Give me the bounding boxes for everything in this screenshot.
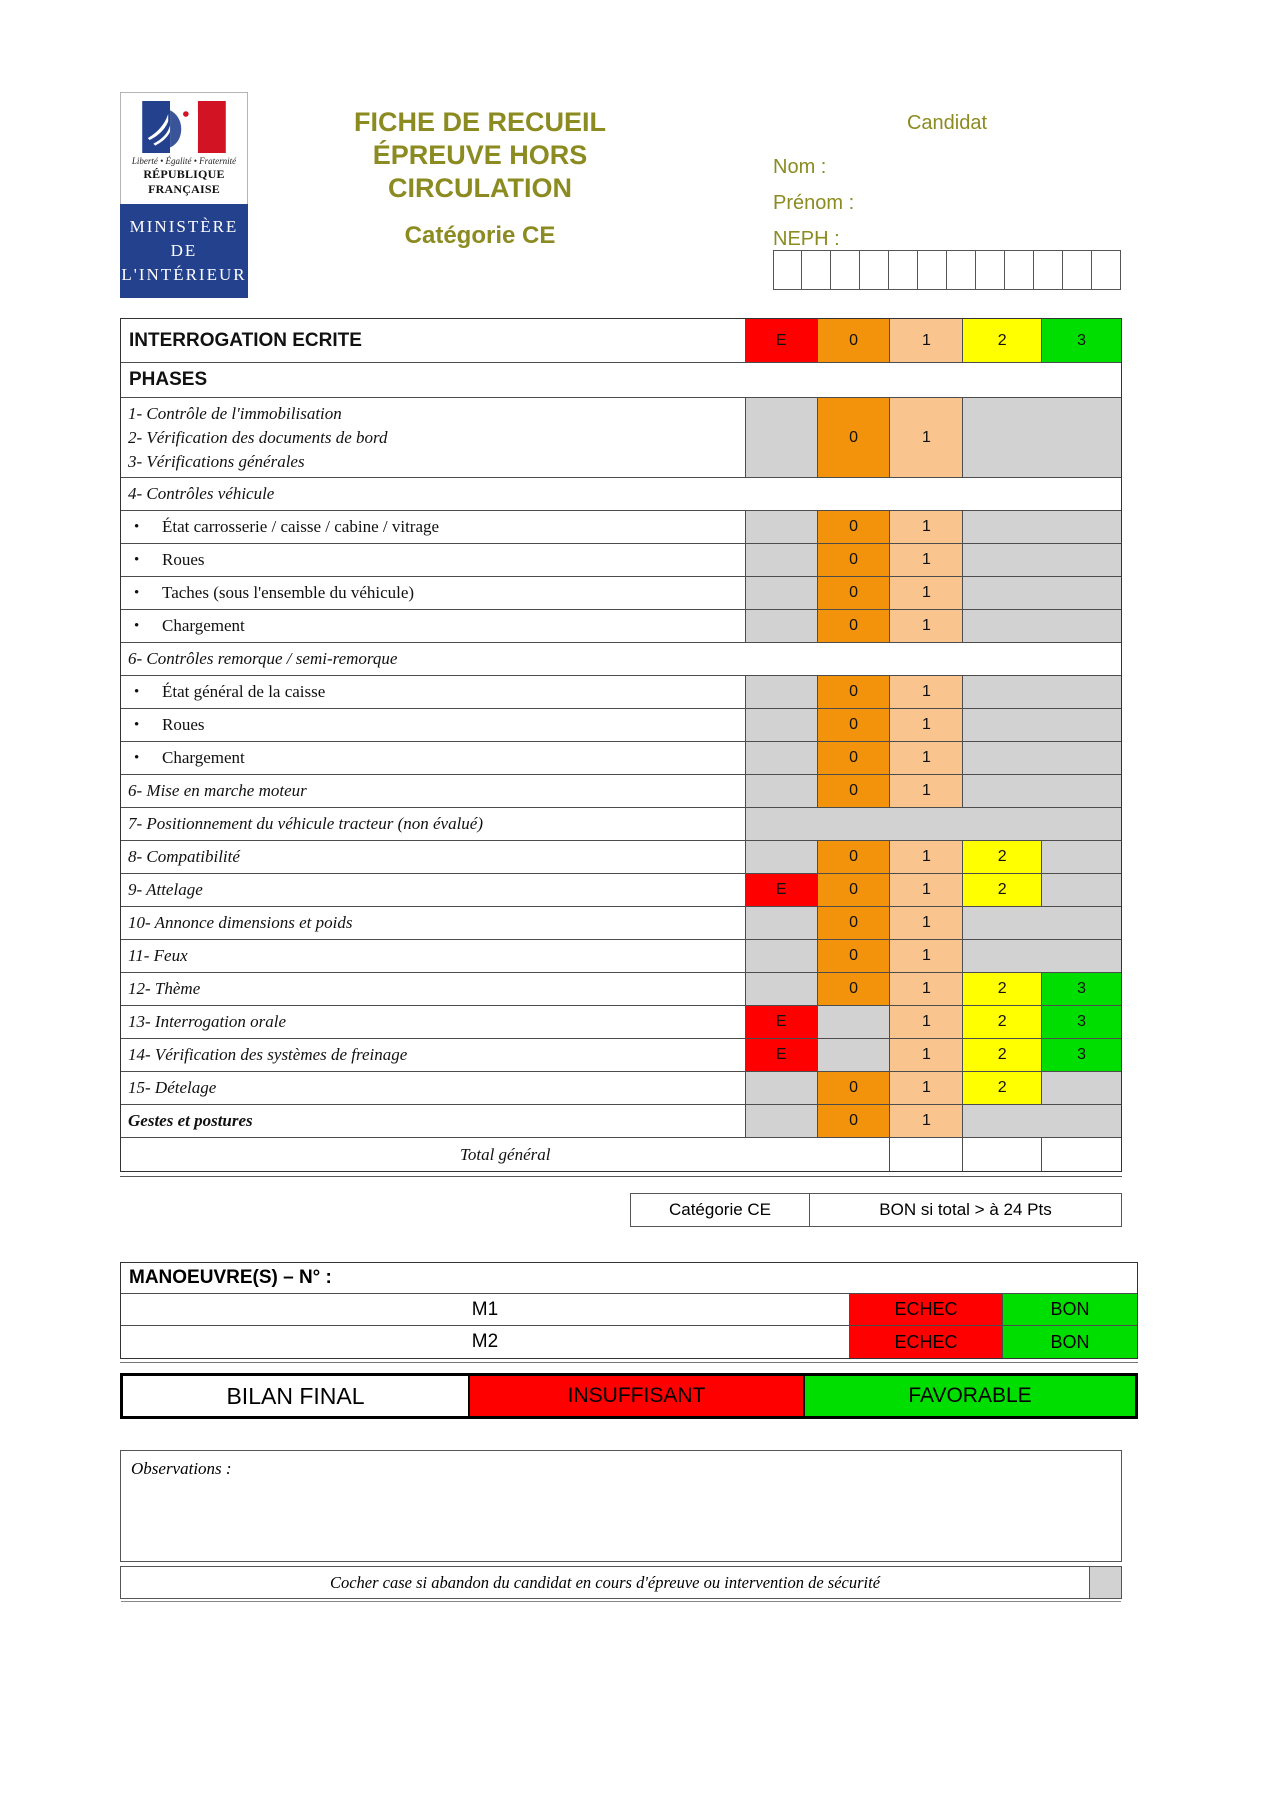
phase-row	[121, 874, 1121, 907]
score-cell	[745, 775, 817, 807]
neph-cell[interactable]	[1063, 250, 1092, 290]
score-cell[interactable]: 0	[817, 775, 890, 807]
manoeuvre-m1-label: M1	[471, 1298, 499, 1320]
score-scale-cell[interactable]: 0	[817, 319, 890, 362]
phase-row	[121, 577, 1121, 610]
row-label: 14- Vérification des systèmes de freinage	[128, 1045, 408, 1064]
score-cell[interactable]: 1	[889, 1105, 962, 1137]
title-line: FICHE DE RECUEIL	[353, 107, 607, 137]
score-scale-cell[interactable]: 1	[889, 319, 962, 362]
abandon-note: Cocher case si abandon du candidat en cours d'épreuve ou intervention de sécurité	[329, 1572, 881, 1592]
score-cell[interactable]: E	[745, 874, 817, 906]
score-cell[interactable]: 1	[889, 742, 962, 774]
score-scale-cell[interactable]: 2	[962, 319, 1041, 362]
bullet-icon: •	[134, 584, 140, 601]
ministry-line: MINISTÈRE	[129, 217, 239, 236]
score-cell[interactable]: 1	[889, 511, 962, 543]
motto-text: Liberté • Égalité • Fraternité	[131, 156, 237, 166]
ministry-line: L'INTÉRIEUR	[121, 265, 247, 284]
score-cell[interactable]: E	[745, 1006, 817, 1038]
form-title	[290, 106, 670, 250]
manoeuvres-header: MANOEUVRE(S) – N° :	[121, 1263, 1137, 1294]
score-cell[interactable]: 1	[889, 1072, 962, 1104]
score-cell[interactable]: 0	[817, 940, 890, 972]
score-cell[interactable]: 0	[817, 1072, 890, 1104]
phase-row	[121, 808, 1121, 841]
row-label: 10- Annonce dimensions et poids	[128, 913, 353, 932]
score-cell[interactable]: 1	[889, 973, 962, 1005]
row-label-text: État carrosserie / caisse / cabine / vitrage	[162, 517, 440, 536]
manoeuvre-m1-echec-cell[interactable]: ECHEC	[849, 1294, 1002, 1325]
score-cell[interactable]: 1	[889, 1006, 962, 1038]
observations-label: Observations :	[131, 1459, 232, 1478]
score-cell	[745, 544, 817, 576]
phase-row	[121, 907, 1121, 940]
score-cell[interactable]: 1	[889, 610, 962, 642]
score-cell[interactable]: 2	[962, 841, 1041, 873]
score-cell[interactable]: 2	[962, 1039, 1041, 1071]
name-label: Nom :	[773, 156, 827, 178]
category-threshold-box	[630, 1193, 1122, 1227]
row-label: 8- Compatibilité	[128, 847, 240, 866]
phase-row	[121, 1039, 1121, 1072]
score-cell[interactable]: 1	[889, 676, 962, 708]
title-line: ÉPREUVE HORS	[372, 140, 588, 170]
manoeuvre-m2-label: M2	[471, 1331, 499, 1352]
score-cell	[745, 676, 817, 708]
neph-cell[interactable]	[1034, 250, 1063, 290]
score-cell	[817, 1039, 890, 1071]
row-label	[121, 676, 745, 708]
neph-input-row	[773, 250, 1121, 290]
row-label: 9- Attelage	[128, 880, 203, 899]
score-cell[interactable]: 3	[1041, 1039, 1121, 1071]
score-cell	[745, 940, 817, 972]
bullet-icon: •	[134, 683, 140, 700]
row-label: 11- Feux	[128, 946, 188, 965]
row-label-text: Roues	[162, 715, 205, 734]
neph-cell[interactable]	[773, 250, 802, 290]
interrogation-ecrite-row	[121, 319, 1121, 363]
ministry-line: DE	[170, 241, 198, 260]
score-cell	[745, 577, 817, 609]
bullet-icon: •	[134, 518, 140, 535]
phase-row	[121, 709, 1121, 742]
row-label: 6- Mise en marche moteur	[128, 781, 307, 800]
score-cell	[745, 907, 817, 939]
title-line: CIRCULATION	[388, 173, 572, 203]
score-cell	[962, 676, 1121, 708]
row-label: 15- Dételage	[128, 1078, 217, 1097]
manoeuvre-m2-bon-cell[interactable]: BON	[1002, 1326, 1137, 1358]
total-general-label: Total général	[459, 1144, 551, 1164]
score-cell[interactable]: 0	[817, 874, 890, 906]
total-row	[121, 1138, 1121, 1171]
phase-row	[121, 1072, 1121, 1105]
score-table	[120, 318, 1122, 1172]
phase-row	[121, 398, 1121, 478]
row-label-text: Roues	[162, 550, 205, 569]
row-label	[121, 709, 745, 741]
interrogation-ecrite-label: INTERROGATION ECRITE	[129, 329, 362, 351]
phase-line: 2- Vérification des documents de bord	[128, 427, 388, 447]
score-cell[interactable]: 1	[889, 907, 962, 939]
phase-row	[121, 1105, 1121, 1138]
score-cell	[745, 1105, 817, 1137]
score-cell	[962, 511, 1121, 543]
row-label: 7- Positionnement du véhicule tracteur (non évalué)	[128, 814, 483, 833]
firstname-label: Prénom :	[773, 192, 855, 214]
score-cell[interactable]: 0	[817, 1105, 890, 1137]
phases-label: PHASES	[129, 369, 208, 390]
total-input-cell[interactable]	[889, 1138, 962, 1171]
neph-cell[interactable]	[831, 250, 860, 290]
score-cell	[745, 973, 817, 1005]
score-cell[interactable]: 0	[817, 610, 890, 642]
score-cell[interactable]: 0	[817, 742, 890, 774]
section-row	[121, 478, 1121, 511]
phase-row	[121, 511, 1121, 544]
score-cell	[745, 511, 817, 543]
row-label: Gestes et postures	[128, 1111, 253, 1130]
score-cell[interactable]: 2	[962, 1072, 1041, 1104]
score-cell[interactable]: 1	[889, 1039, 962, 1071]
score-cell[interactable]: 0	[817, 709, 890, 741]
phase-row	[121, 610, 1121, 643]
table-row	[121, 1294, 1137, 1326]
score-cell[interactable]: 0	[817, 398, 890, 477]
score-cell	[962, 742, 1121, 774]
score-cell[interactable]: 1	[889, 874, 962, 906]
score-cell[interactable]: 1	[889, 577, 962, 609]
phases-header-row	[121, 363, 1121, 398]
score-cell[interactable]: 0	[817, 511, 890, 543]
bilan-final-label: BILAN FINAL	[226, 1382, 365, 1409]
score-cell	[745, 742, 817, 774]
score-cell	[745, 398, 817, 477]
score-cell	[817, 1006, 890, 1038]
score-cell[interactable]: 1	[889, 544, 962, 576]
row-label: 12- Thème	[128, 979, 201, 998]
score-cell[interactable]: 2	[962, 973, 1041, 1005]
score-cell[interactable]: 2	[962, 874, 1041, 906]
score-cell[interactable]: 0	[817, 907, 890, 939]
republique-text: RÉPUBLIQUE FRANÇAISE	[143, 167, 225, 196]
score-cell[interactable]: 2	[962, 1006, 1041, 1038]
neph-cell[interactable]	[947, 250, 976, 290]
total-input-cell[interactable]	[962, 1138, 1041, 1171]
manoeuvre-m1-bon-cell[interactable]: BON	[1002, 1294, 1137, 1325]
neph-cell[interactable]	[1092, 250, 1121, 290]
score-cell	[962, 398, 1121, 477]
score-cell[interactable]: 3	[1041, 1006, 1121, 1038]
neph-cell[interactable]	[802, 250, 831, 290]
section-label: 6- Contrôles remorque / semi-remorque	[128, 649, 398, 668]
score-cell	[745, 709, 817, 741]
insuffisant-cell[interactable]: INSUFFISANT	[468, 1376, 803, 1416]
score-cell[interactable]: 0	[817, 676, 890, 708]
score-cell[interactable]: 1	[889, 398, 962, 477]
score-cell	[962, 907, 1121, 939]
category-cell: Catégorie CE	[631, 1194, 810, 1226]
score-scale-cell[interactable]: E	[745, 319, 817, 362]
score-cell[interactable]: 1	[889, 940, 962, 972]
bullet-icon: •	[134, 749, 140, 766]
french-flag-marianne-icon	[142, 101, 226, 153]
neph-cell[interactable]	[1005, 250, 1034, 290]
ministry-name	[120, 204, 248, 298]
score-cell	[962, 940, 1121, 972]
score-cell[interactable]: 1	[889, 841, 962, 873]
score-cell	[745, 610, 817, 642]
row-label	[121, 398, 745, 477]
row-label	[121, 742, 745, 774]
row-label	[121, 511, 745, 543]
score-cell[interactable]: 0	[817, 841, 890, 873]
score-cell	[962, 577, 1121, 609]
favorable-cell[interactable]: FAVORABLE	[803, 1376, 1135, 1416]
score-cell	[745, 808, 1121, 840]
phase-line: 3- Vérifications générales	[128, 451, 305, 471]
score-scale-cell[interactable]: 3	[1041, 319, 1121, 362]
score-cell	[1041, 874, 1121, 906]
section-label: 4- Contrôles véhicule	[128, 484, 275, 503]
neph-cell[interactable]	[918, 250, 947, 290]
phase-row	[121, 940, 1121, 973]
observations-box[interactable]	[120, 1450, 1122, 1562]
row-label-text: État général de la caisse	[162, 682, 326, 701]
neph-cell[interactable]	[860, 250, 889, 290]
neph-cell[interactable]	[889, 250, 918, 290]
phase-row	[121, 1006, 1121, 1039]
candidate-heading: Candidat	[906, 112, 988, 134]
score-cell	[962, 544, 1121, 576]
phase-row	[121, 676, 1121, 709]
phase-row	[121, 973, 1121, 1006]
abandon-checkbox[interactable]	[1089, 1567, 1121, 1598]
row-label-text: Taches (sous l'ensemble du véhicule)	[162, 583, 415, 602]
ministry-logo	[120, 92, 248, 298]
score-cell[interactable]: 0	[817, 577, 890, 609]
score-cell	[1041, 841, 1121, 873]
score-cell	[962, 610, 1121, 642]
phase-row	[121, 775, 1121, 808]
score-cell[interactable]: 1	[889, 709, 962, 741]
score-cell[interactable]: 3	[1041, 973, 1121, 1005]
score-cell	[962, 709, 1121, 741]
score-cell[interactable]: E	[745, 1039, 817, 1071]
manoeuvre-m2-echec-cell[interactable]: ECHEC	[849, 1326, 1002, 1358]
phase-row	[121, 544, 1121, 577]
category-title: Catégorie CE	[404, 222, 556, 249]
phase-line: 1- Contrôle de l'immobilisation	[128, 403, 342, 423]
manoeuvres-table	[120, 1262, 1138, 1359]
row-label	[121, 544, 745, 576]
table-row	[121, 1326, 1137, 1358]
neph-cell[interactable]	[976, 250, 1005, 290]
abandon-row	[120, 1566, 1122, 1599]
score-cell	[745, 841, 817, 873]
score-cell[interactable]: 0	[817, 973, 890, 1005]
bullet-icon: •	[134, 551, 140, 568]
phase-row	[121, 841, 1121, 874]
total-input-cell[interactable]	[1041, 1138, 1121, 1171]
row-label-text: Chargement	[162, 616, 245, 635]
score-cell	[962, 775, 1121, 807]
row-label: 13- Interrogation orale	[128, 1012, 287, 1031]
score-cell	[1041, 1072, 1121, 1104]
bullet-icon: •	[134, 716, 140, 733]
threshold-cell: BON si total > à 24 Pts	[879, 1200, 1052, 1219]
score-cell	[962, 1105, 1121, 1137]
row-label	[121, 610, 745, 642]
final-result-bar	[120, 1373, 1138, 1419]
neph-label: NEPH :	[773, 228, 840, 250]
row-label	[121, 577, 745, 609]
bullet-icon: •	[134, 617, 140, 634]
score-cell[interactable]: 1	[889, 775, 962, 807]
section-row	[121, 643, 1121, 676]
republique-logo	[120, 92, 248, 204]
score-cell	[745, 1072, 817, 1104]
row-label-text: Chargement	[162, 748, 245, 767]
score-cell[interactable]: 0	[817, 544, 890, 576]
phase-row	[121, 742, 1121, 775]
